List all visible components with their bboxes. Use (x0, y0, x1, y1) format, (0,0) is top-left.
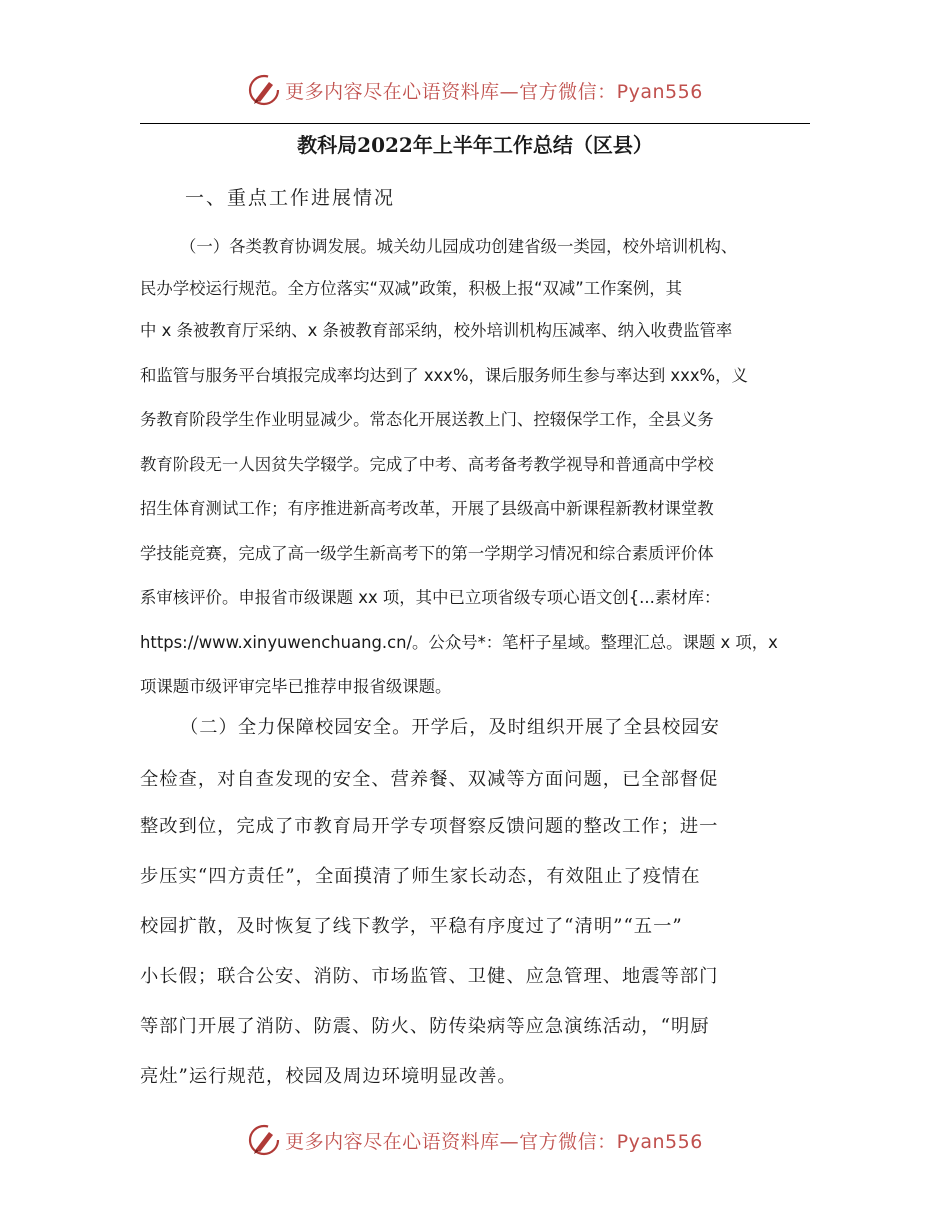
document-title: 教科局2022年上半年工作总结（区县） (297, 133, 653, 157)
paragraph-line: 亮灶”运行规范，校园及周边环境明显改善。 (140, 1066, 517, 1087)
watermark-text: 更多内容尽在心语资料库—官方微信：Pyan556 (285, 80, 703, 103)
paragraph-line: 招生体育测试工作；有序推进新高考改革，开展了县级高中新课程新教材课堂教 (140, 499, 714, 518)
header-watermark-banner (0, 68, 950, 112)
paragraph-line: 学技能竞赛，完成了高一级学生新高考下的第一学期学习情况和综合素质评价体 (140, 544, 714, 563)
paragraph-line: 小长假；联合公安、消防、市场监管、卫健、应急管理、地震等部门 (140, 966, 719, 987)
paragraph-line: 整改到位，完成了市教育局开学专项督察反馈问题的整改工作；进一 (140, 816, 719, 837)
paragraph-line: 步压实“四方责任”，全面摸清了师生家长动态，有效阻止了疫情在 (140, 866, 701, 887)
paragraph-line: 和监管与服务平台填报完成率均达到了 xxx%，课后服务师生参与率达到 xxx%，义 (140, 366, 748, 385)
paragraph-line: 教育阶段无一人因贫失学辍学。完成了中考、高考备考教学视导和普通高中学校 (140, 455, 714, 474)
pen-logo-icon (247, 1123, 281, 1157)
pen-logo-icon (247, 73, 281, 107)
paragraph-line: （二）全力保障校园安全。开学后，及时组织开展了全县校园安 (180, 717, 720, 738)
paragraph-line: （一）各类教育协调发展。城关幼儿园成功创建省级一类园，校外培训机构、 (180, 237, 738, 256)
paragraph-line: 校园扩散，及时恢复了线下教学，平稳有序度过了“清明”“五一” (140, 916, 683, 937)
watermark-text: 更多内容尽在心语资料库—官方微信：Pyan556 (285, 1130, 703, 1153)
paragraph-line: 务教育阶段学生作业明显减少。常态化开展送教上门、控辍保学工作，全县义务 (140, 410, 714, 429)
paragraph-line: 中 x 条被教育厅采纳、x 条被教育部采纳，校外培训机构压减率、纳入收费监管率 (140, 321, 733, 340)
paragraph-line: 等部门开展了消防、防震、防火、防传染病等应急演练活动，“明厨 (140, 1016, 710, 1037)
title-divider (140, 123, 810, 124)
paragraph-line: 项课题市级评审完毕已推荐申报省级课题。 (140, 677, 452, 696)
section-heading: 一、重点工作进展情况 (185, 187, 396, 209)
footer-watermark-banner (0, 1118, 950, 1162)
paragraph-line: 系审核评价。申报省市级课题 xx 项，其中已立项省级专项心语文创{...素材库： (140, 588, 721, 607)
paragraph-line: 民办学校运行规范。全方位落实“双减”政策，积极上报“双减”工作案例，其 (140, 279, 683, 298)
paragraph-line: 全检查，对自查发现的安全、营养餐、双减等方面问题，已全部督促 (140, 769, 719, 790)
paragraph-line: https://www.xinyuwenchuang.cn/。公众号*：笔杆子星域。整理汇总。课题 x 项，x (140, 633, 778, 652)
